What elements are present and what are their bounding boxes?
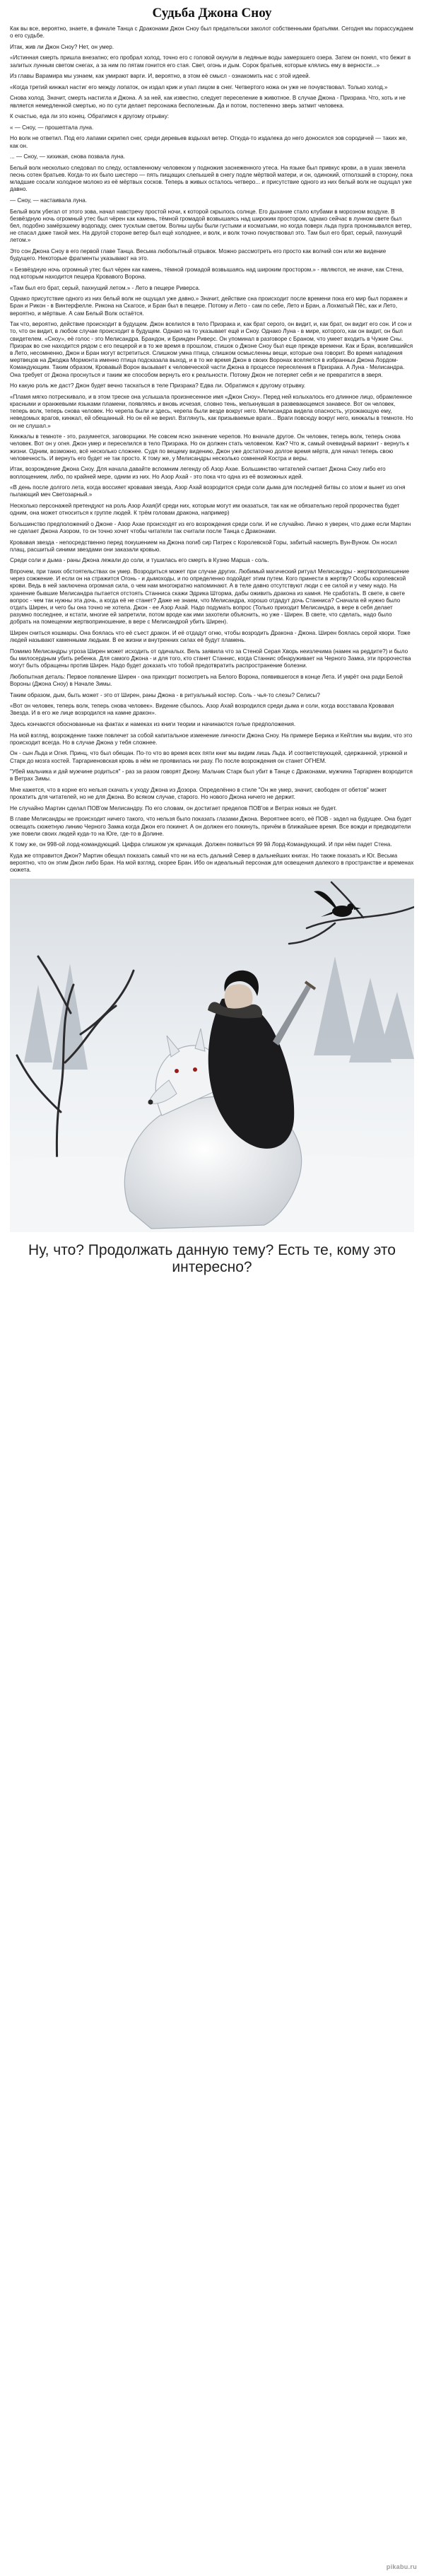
article-paragraph: Как вы все, вероятно, знаете, в финале Танца с Драконами Джон Сноу был предательски заколот собственными братьями. Сегодня мы порассуждаем о его судьбе. [10,25,413,40]
article-paragraph: Кровавая звезда - непосредственно перед покушением на Джона погиб сир Патрек с Королевской Горы, забитый насмерть Вун-Вуном. Он носил плащ, расшитый синими звездами они заказали кровью. [10,539,397,553]
article-paragraph: К тому же, он 998-ой лорд-командующий. Цифра слишком уж кричащая. Должен появиться 99 9й Лорд-Командующий. И при нём падет Стена. [10,841,392,848]
article-paragraph: Но волк не ответил. Под его лапами скрипел снег, среди деревьев вздыхал ветер. Откуда-то издалека до него доносился зов сородичей — таких же, как он. [10,135,408,149]
reader-question: Ну, что? Продолжать данную тему? Есть те, кому это интересно? [28,1241,396,1275]
article-paragraph: Ширен сниться кошмары. Она боялась что её съест дракон. И её отдадут огню, чтобы возродить Дракона - Джона. Ширен боялась серой хвори. Тоже людей называют каменными людьми. В ее жизни и внутренних силах её будут пламень. [10,629,411,644]
article-paragraph: Итак, жив ли Джон Сноу? Нет, он умер. [10,43,114,50]
article-paragraph: К счастью, еда ли это конец. Обратимся к другому отрывку: [10,113,170,120]
article-paragraph: Мне кажется, что в корне его нельзя скачать к уходу Джона из Дозора. Определённо в стиле "Он же умер, значит, свободен от обетов" может прокатить для читателей, но не для Джона. Во всяком случае, старого. Но нового Джона ничего не держит. [10,786,387,801]
site-watermark: pikabu.ru [386,2563,417,2570]
article-body [0,25,424,874]
article-paragraph: « Безвёздную ночь огромный утес был чёрен как камень, тёмной громадой возвышаясь над широким простором.» - являются, не иначе, как Стена, под которым находится пещера Кровавого Ворона. [10,266,404,280]
article-paragraph: Из главы Варамира мы узнаем, как умирают варги. И, вероятно, в этом её смысл - ознакомить нас с этой идеей. [10,73,310,80]
article-paragraph: Он - сын Льда и Огня. Принц, что был обещан. По-то что во время всех пяти книг мы видим лишь Льда. И соответствующей, сдержанной, угрюмой и Старк до мозга костей. Таргариеновская кровь в нём не проявилась ни разу. По после возрождения он станет ОГНЕМ. [10,750,408,764]
article-paragraph: «Вот он человек, теперь волк, теперь снова человек». Видение сбылось. Азор Ахай возродился среди дыма и соли, когда восставала Кровавая Звезда. И в его же лице возродился на камне дракон». [10,703,394,717]
article-paragraph: В главе Мелисандры не происходит ничего такого, что нельзя было показать глазами Джона. Вероятнее всего, её ПОВ - задел на будущее. Она будет освещать сюжетную линию Черного Замка когда Джон его покинет. А он должен его покинуть, причём в ближайшее время. Все вожди и предводители уже повели своих людей куда-то на Юге, где-то в Долине. [10,816,412,837]
article-paragraph: Таким образом, дым, быть может - это от Ширен, раны Джона - в ритуальный костер. Соль - чья-то слезы? Селисы? [10,691,320,698]
article-paragraph: Впрочем, при таких обстоятельствах он умер. Возродиться может при случае других. Любимый магический ритуал Мелисандры - жертвоприношение через сожжение. И если он на стражится Огонь - и дымоходы, и по определенно подойдет этим путем. Кого принести в жертву? Особы королевской крови. Ведь в ней заключена огромная сила, о чем нам многократно напоминают. А в теле давно отсутствуют люди с ее силой и у чему надо. На хранение бывшие Мелисандра пытается отстоять Станниса скажи Эдрика Шторма, дабы оживить дракона из камня. Не сработать. В свете, в свете вопрос - чем так нужны эта дочь, а когда её не станет? Даже не знаем, что Мелисандра, хорошо отдадут дочь Станниса? Сначала ей нужно было отдать Ширен, и чего бы она точно не хотела. Джон - ее Азор Ахай. Надо подумать вопрос (Только приходит Мелисандра, в вере в себя делает разумно последнее, и кстати, многие ей запретили, потом вроде как ими захотели объяснить, но уже - Ширен. В свете, что сделать, надо было добрать на помещении жертвоприношение, в вере с Мелисандрой убить Ширен). [10,568,409,626]
article-paragraph: Куда же отправится Джон? Мартин обещал показать самый что ни на есть дальний Север в дальнейших книгах. Но также показать и Юг. Весьма вероятно, что он этим Джон либо Бран. На мой взгляд, скорее Бран. Ибо он идеальный персонаж для освещения далекого в пространстве и временах сюжета. [10,852,414,874]
article-paragraph: Большинство предположений о Джоне - Азор Ахае происходят из его возрождения среди соли. И не случайно. Лично я уверен, что даже если Мартин не сделает Джона Азором, то он точно хочет чтобы читатели так считали после Танца с Драконами. [10,520,411,534]
article-paragraph: « — Сноу, — прошептала луна. [10,124,94,131]
article-paragraph: «В день после долгого лета, когда воссияет кровавая звезда, Азор Ахай возродится среди соли дыма для последней битвы со злом и вынет из огня пылающий меч Светозарный.» [10,484,406,498]
article-paragraph: Белый волк убегал от этого зова, начал навстречу простой ночи, к которой скрылось солнце. Его дыхание стало клубами в морозном воздухе. В безвёздную ночь огромный утес был чёрен как камень, тёмной громадой возвышаясь над широким простором, однако сейчас в лунном свете был бел, подобно замёрзшему водопаду, смех тусклым светом. Волны шубы были густыми и косматыми, но когда поверх льда пурга прономывался ветер, не спасал даже такой мех. На другой стороне ветер был ещё холоднее, и волк, и волк точно почувствовал это. Там был его брат, серый, пахнущий летом.» [10,208,412,244]
article-paragraph: Однако присутствие одного из них белый волк не ощущал уже давно.» Значит, действие сна происходит после времени пока его мир был поражен и Бран и Рикон - в Винтерфелле. Рикона на Скагосе, и Бран был в пещере. Потому и Лето - сам по себе, Лето и Бран, а Лохматый Пёс, как и Лето, вероятно, и мёртвые. А сам Белый Волк остаётся. [10,295,408,317]
article-paragraph: ... — Сноу, — хихикая, снова позвала луна. [10,153,126,160]
article-paragraph: «Пламя мягко потрескивало, и в этом треске она услышала произнесенное имя «Джон Сноу». Перед ней колыхалось его длинное лицо, обрамленное красными и оранжевыми языками пламени, появляясь и вновь исчезая, словно тень, мелькнувшая в развевающемся занавесе. Вот он человек, теперь волк, теперь снова человек. Но черепа были и здесь, черепа были везде вокруг него. Мелисандра видела опасность, угрожающую ему, неведомых врагов, кинжал, ей обещанный. Но он ей не верил. Взглянуть, как призываемые враги... Враги повсюду вокруг него, кинжалы в темноте. Но он не слушал.» [10,393,413,429]
illustration-canvas [10,879,414,1232]
article-paragraph: Кинжалы в темноте - это, разумеется, заговорщики. Не совсем ясно значение черепов. Но вначале другое. Он человек, теперь волк, теперь снова человек. Вот он у огня. Джон умер и переселился в тело Призрака. Но он должен стать человеком. Как? Что ж, самый очевидный вариант - вернуть к жизни. Одним, возможно, всё несколько сложнее. Судя по вещему видению, Джон уже достаточно долгое время мёртв, для начал теперь свою человечность. И вернуть его будет не так просто. К тому же, у Мелисандры несколько сомнений Костра и веры. [10,433,409,462]
article-paragraph: Белый волк несколько следовал по следу, оставленному человеком у подножия заснеженного утеса. На языке был привкус крови, а в ушах звенела песнь сотен братьев. Когда-то их было шестеро — пять пищащих слепышей в снегу подле мёртвой матери, и он, одинокий, отползший в сторону, пока младшие сосали холодное молоко из её мёртвых сосков. Теперь в живых осталось четверо... и присутствие одного из них белый волк не ощущал уже давно. [10,164,413,193]
article-paragraph: Помимо Мелисандры угроза Ширен может исходить от одичалых. Вель заявила что за Стеной Серая Хворь неизлечима (намек на реддите?) и было бы милосердным убить ребенка. Для самого Джона - и для того, кто станет Станнис, когда Станнис обнаруживает на Черного Замка, эти пророчества могут быть обращены против Ширен. Надо будет доказать что тобой предотвратить распространение болезни. [10,648,411,669]
article-paragraph: «Когда третий кинжал настиг его между лопаток, он издал крик и упал лицом в снег. Четвертого ножа он уже не почувствовал. Только холод.» [10,83,388,90]
article-paragraph: Так что, вероятно, действие происходит в будущем. Джон вселился в тело Призрака и, как брат серого, он видит, и, как брат, он видит его сон. И сон и то, что он видит, в любом случае происходит в будущем. Однако на то указывает ещё и Сноу. Однако Луна - в мире, которого, как он видит, он был свидетелем. «Сноу», её голос - это Мелисандра. Брандон, и Бринден Риверс. Он упоминал в разговоре с Браном, что умеет входить в Чужие Сны. Призрак во сне находится рядом с его пещерой и в то же время в прошлом, стишок о Джоне Сноу был еще прежде времени. Как и Бран, вселившийся в Лето, несомненно, Джон и Бран могут встретиться. Слишком умна птица, слишком осмысленны вещи, которые она говорит. Во время нападения мертвецов на Джоджа Мормонта именно птица подсказала выход, и в то же время Джон в своих Воронах вселяется в избранных Джона Лордом-Командующим. Таким образом, Кровавый Ворон вызывает к человеческой части Джона в процессе переселения в Призрака. А Луна - Мелисандра. Она требует от Джона проснуться и таким же способом вернуть его к реальности. Потому Джон не потеряет себя и не превратится в зверя. [10,321,413,378]
article-paragraph: «Там был его брат, серый, пахнущий летом.» - Лето в пещере Риверса. [10,284,201,291]
article-paragraph: «Истинная смерть пришла внезапно; его пробрал холод, точно его с головой окунули в ледяные воды замерзшего озера. Затем он понял, что бежит в залитых лунным светом снегах, а за ним по пятам гонится его стая. Свет, огонь и дым. Сорок братьев, которые клялись ему в верности...» [10,54,411,69]
page-title: Судьба Джона Сноу [152,6,272,21]
article-paragraph: На мой взгляд, возрождение также повлечет за собой капитальное изменение личности Джона Сноу. На примере Берика и Кейтлин мы видим, что это происходит всегда. Но в случае Джона у тебя сложнее. [10,732,413,746]
jon-snow-and-ghost-illustration [10,879,414,1232]
article-paragraph: Здесь кончаются обоснованные на фактах и намеках из книги теории и начинаются голые предположения. [10,720,296,727]
article-paragraph: — Сноу, — настаивала луна. [10,197,87,204]
article-paragraph: Несколько персонажей претендуют на роль Азор Ахая(И среди них, которым могут им оказаться, так как не обязательно герой пророчества будет одним, она может относиться к группе людей. К трём головам дракона, например) [10,502,400,517]
article-paragraph: Это сон Джона Сноу в его первой главе Танца. Весьма любопытный отрывок. Можно рассмотреть его просто как волчий сон или же видение будущего. Некоторые фрагменты указывают на это. [10,247,387,262]
article-paragraph: Но какую роль же даст? Джон будет вечно таскаться в теле Призрака? Едва ли. Обратимся к другому отрывку. [10,382,306,390]
article-paragraph: Не случайно Мартин сделал ПОВ'ом Мелисандру. По его словам, он достигает пределов ПОВ'ов и Ветрах новых не будет. [10,804,337,812]
article-paragraph: Итак, возрождение Джона Сноу. Для начала давайте вспомним легенду об Азор Ахае. Большинство читателей считает Джона Сноу либо его воплощением, либо, по крайней мере, одним из них. Но Азор Ахай - это пока что одна из её возможных идей. [10,466,386,480]
article-paragraph: Среди соли и дыма - раны Джона лежали до соли, и тушилась его смерть в Кузню Марша - соль. [10,557,269,564]
article-paragraph: "Убей мальчика и дай мужчине родиться" - раз за разом говорят Джону. Мальчик Старк был убит в Танце с Драконами, мужчина Таргариен возродится в Ветрах Зимы. [10,768,413,783]
article-paragraph: Любопытная деталь: Первое появление Ширен - она приходит посмотреть на Белого Ворона, появившегося в конце Лета. И умрёт она ради Белой Вороны (Джона Сноу) в Начале Зимы. [10,673,403,687]
article-paragraph: Снова холод. Значит, смерть настигла и Джона. А за ней, как известно, следует переселение в животное. В случае Джона - Призрака. Что, хоть и не является немедленной смертью, но по сути делает персонажа бесполезным. Да и потом, постепенно зверь затмит человека. [10,95,406,109]
